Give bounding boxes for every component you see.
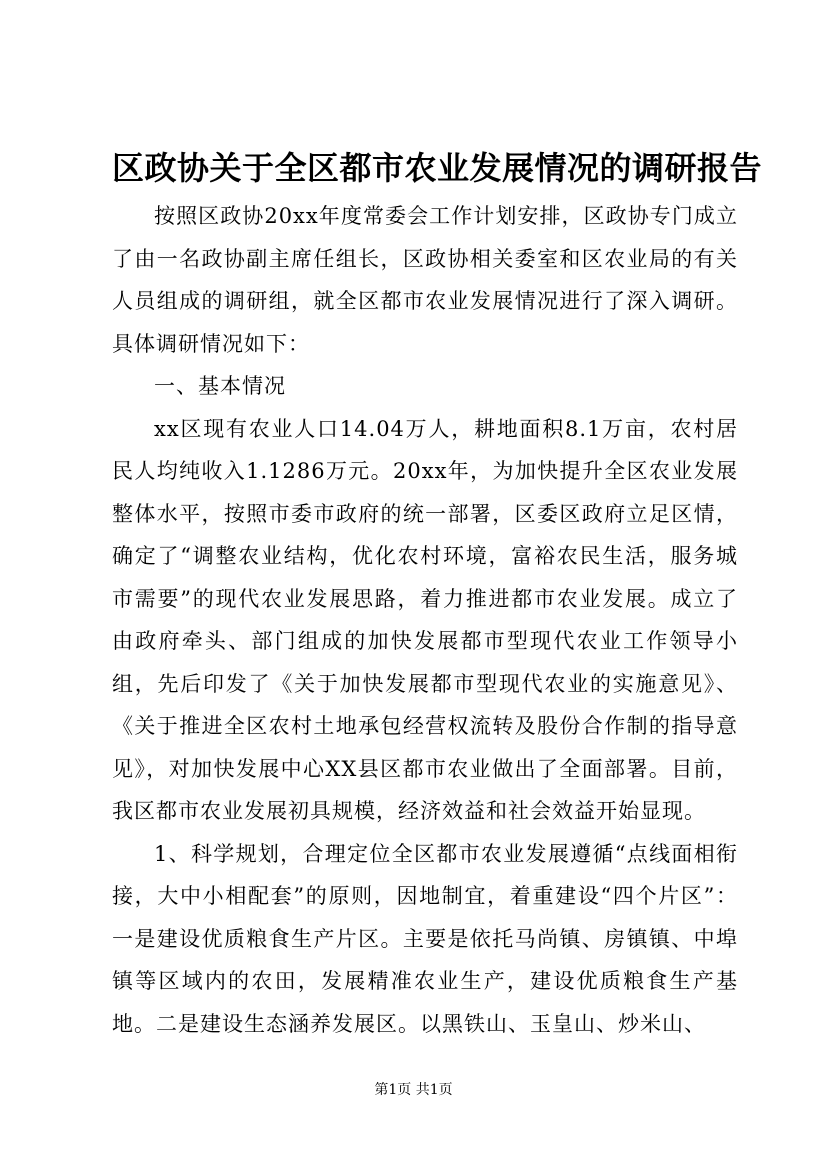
paragraph-planning: 1、科学规划，合理定位全区都市农业发展遵循“点线面相衔接，大中小相配套”的原则，因地制宜，着重建设“四个片区”：一是建设优质粮食生产片区。主要是依托马尚镇、房镇镇、中埠镇等区域内的农田，发展精准农业生产，建设优质粮食生产基地。二是建设生态涵养发展区。以黑铁山、玉皇山、炒米山、 <box>112 841 738 1036</box>
section-heading-basic: 一、基本情况 <box>154 374 286 398</box>
document-body <box>112 195 738 1045</box>
page-footer: 第1页 共1页 <box>374 1082 453 1098</box>
paragraph-intro: 按照区政协20xx年度常委会工作计划安排，区政协专门成立了由一名政协副主席任组长，区政协相关委室和区农业局的有关人员组成的调研组，就全区都市农业发展情况进行了深入调研。具体调研情况如下： <box>112 204 738 356</box>
paragraph-basic-situation: xx区现有农业人口14.04万人，耕地面积8.1万亩，农村居民人均纯收入1.1286万元。20xx年，为加快提升全区农业发展整体水平，按照市委市政府的统一部署，区委区政府立足区情，确定了“调整农业结构，优化农村环境，富裕农民生活，服务城市需要”的现代农业发展思路，着力推进都市农业发展。成立了由政府牵头、部门组成的加快发展都市型现代农业工作领导小组，先后印发了《关于加快发展都市型现代农业的实施意见》、《关于推进全区农村土地承包经营权流转及股份合作制的指导意见》，对加快发展中心XX县区都市农业做出了全面部署。目前，我区都市农业发展初具规模，经济效益和社会效益开始显现。 <box>112 416 738 823</box>
document-title: 区政协关于全区都市农业发展情况的调研报告 <box>112 149 763 187</box>
